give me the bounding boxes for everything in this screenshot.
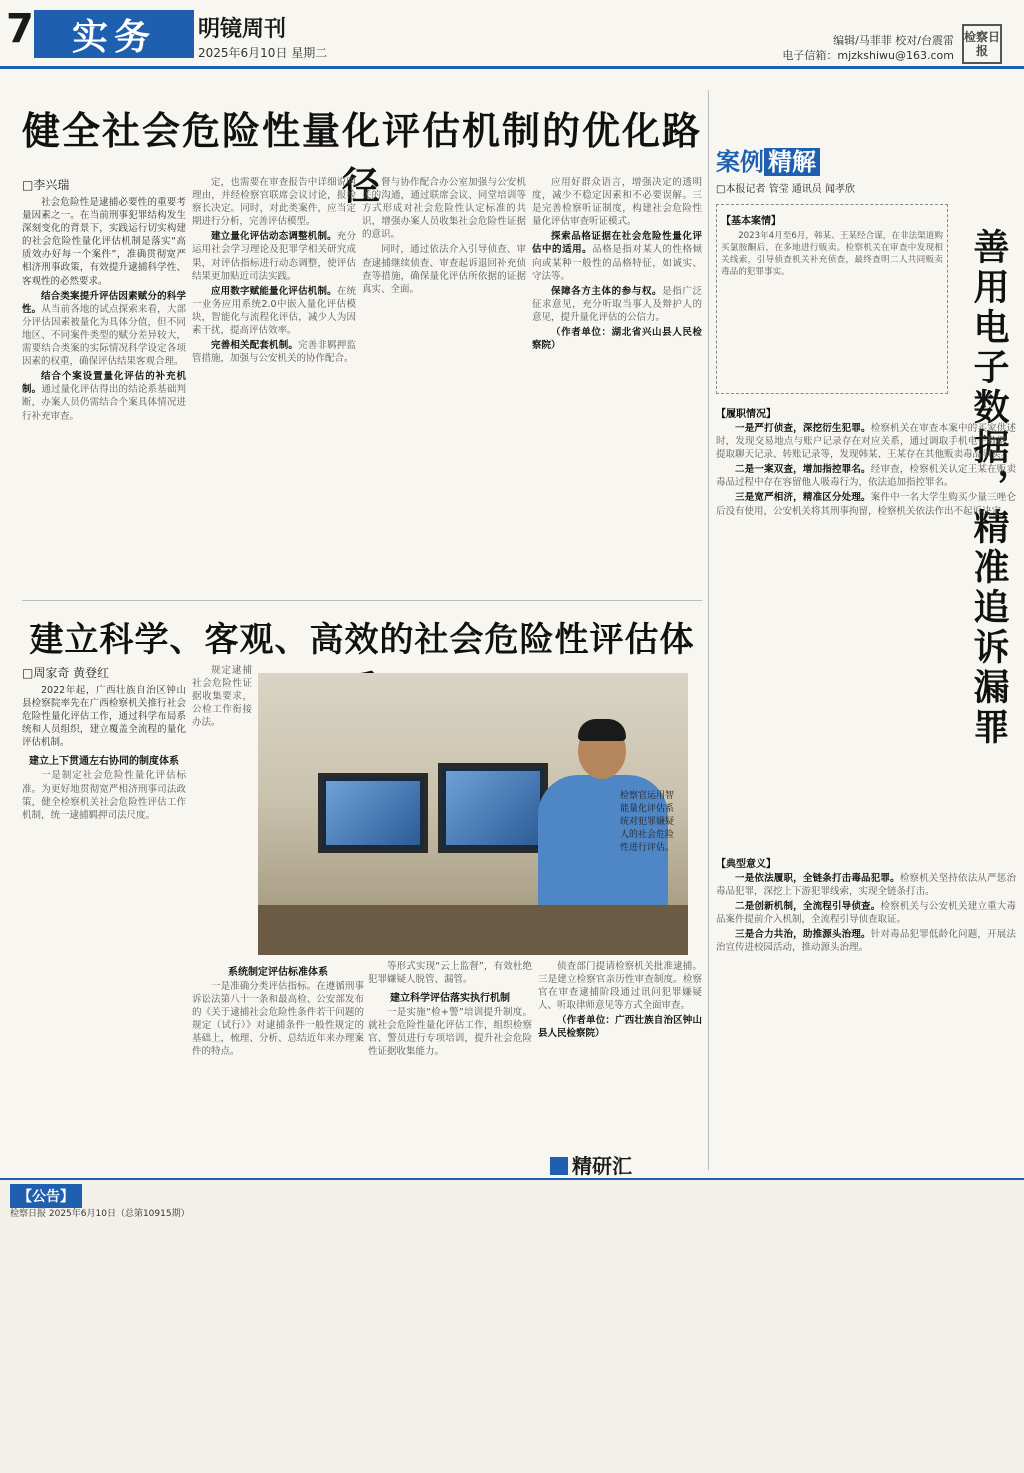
page-number: 7 (6, 6, 34, 52)
section-label: 实务 (34, 10, 194, 58)
article1-heading-4: 应用数字赋能量化评估机制。 (211, 285, 337, 297)
basic-facts-label: 【基本案情】 (721, 216, 781, 227)
performance-point-3: 三是宽严相济，精准区分处理。 (735, 492, 871, 504)
performance-point-1: 一是严打侦查，深挖衍生犯罪。 (735, 423, 871, 434)
article1-column-1: 社会危险性是逮捕必要性的重要考量因素之一。在当前刑事犯罪结构发生深刻变化的背景下，实践运行切实构建的社会危险性量化评估机制是落实“高质效办好每一个案件”，准确贯彻宽严相济刑事政策，有效提升逮捕科学性、客观性的必然要求。 结合类案提升评估因素赋分的科学性。从当前各地的试点探索来看，大部分评估因素被量化为具体分值，但不同地区、不同案件类型的赋分差异较大，需要结合类案的实际情况科学设定各项因素的权重，确保评估结果客观合理。 结合个案设置量化评估的补充机制。通过量化评估得出的结论系基础判断，办案人员仍需结合个案具体情况进行补充审查。 (22, 197, 186, 422)
article2-heading-2: 系统制定评估标准体系 (228, 967, 328, 978)
article2-heading-3: 建立科学评估落实执行机制 (390, 993, 510, 1005)
article1-heading-5: 完善相关配套机制。 (211, 340, 299, 352)
jingyanhui-text: 精研汇 (572, 1154, 632, 1178)
article1-heading-3: 建立量化评估动态调整机制。 (211, 231, 337, 243)
article2-column-2b: 系统制定评估标准体系 一是准确分类评估指标。在遵循刑事诉讼法第八十一条和最高检、公安部发布的《关于逮捕社会危险性条件若干问题的规定（试行）》对逮捕条件一般性规定的基础上，梳理、分析、总结近年来办理案件的特点。 (192, 960, 364, 1172)
monitor-right (438, 763, 548, 853)
article2-column-1: 2022年起，广西壮族自治区钟山县检察院率先在广西检察机关推行社会危险性量化评估工作，通过科学布局系统和人员组织，建立覆盖全流程的量化评估机制。 建立上下贯通左右协同的制度体系 一是制定社会危险性量化评估标准。为更好地贯彻宽严相济刑事司法政策，健全检察机关社会危险性评估工作机制，统一逮捕羁押司法尺度。 (22, 685, 186, 821)
typical-point-2: 二是创新机制，全流程引导侦查。 (735, 901, 881, 913)
monitor-left (318, 773, 428, 853)
header-rule (0, 66, 1024, 69)
article1-title: 健全社会危险性量化评估机制的优化路径 (22, 108, 703, 208)
article2-intro: 2022年起，广西壮族自治区钟山县检察院率先在广西检察机关推行社会危险性量化评估工作，通过科学布局系统和人员组织，建立覆盖全流程的量化评估机制。 (22, 685, 186, 749)
article2-title: 建立科学、客观、高效的社会危险性评估体 (29, 620, 695, 660)
article1-column-4: 应用好群众语言，增强决定的透明度，减少不稳定因素和不必要误解。三是完善检察听证制度，构建社会危险性量化评估审查听证模式。 探索品格证据在社会危险性量化评估中的适用。品格是指对某人的性格倾向或某种一般性的品格特征，如诚实、守法等。 保障各方主体的参与权。是指广泛征求意见，充分听取当事人及辩护人的意见，提升量化评估的公信力。 （作者单位：湖北省兴山县人民检察院） (532, 177, 702, 352)
typical-point-3: 三是合力共治，助推源头治理。 (735, 929, 871, 941)
photo-caption: 检察官运用智能量化评估系统对犯罪嫌疑人的社会危险性进行评估。 (620, 791, 675, 853)
notice-column-4 (388, 1224, 506, 1468)
article1-heading-6: 探索品格证据在社会危险性量化评估中的适用。 (532, 231, 702, 256)
article1-column-3: 督与协作配合办公室加强与公安机关的沟通，通过联席会议、同堂培训等方式形成对社会危险性认定标准的共识，增强办案人员收集社会危险性证据的意识。 同时，通过依法介入引导侦查、审查逮捕继续侦查、审查起诉退回补充侦查等措施，确保量化评估所依据的证据真实、全面。 (362, 177, 526, 295)
performance-point-2: 二是一案双查，增加指控罪名。 (735, 464, 871, 476)
editors-line: 编辑/马菲菲 校对/台震雷 (833, 34, 954, 47)
page-header (0, 0, 1024, 84)
case-byline: □本报记者 管莹 通讯员 闻孝欣 (716, 184, 855, 195)
case-performance-column: 【履职情况】 一是严打侦查，深挖衍生犯罪。检察机关在审查本案中的买家供述时，发现交易地点与账户记录存在对应关系，通过调取手机电子数据，提取聊天记录、转账记录等，发现韩某、王某存在其他贩卖毒品事实。 二是一案双查，增加指控罪名。经审查，检察机关认定王某在贩卖毒品过程中存在容留他人吸毒行为，依法追加指控罪名。 三是宽严相济，精准区分处理。案件中一名大学生购买少量三唑仑后没有使用，公安机关将其刑事拘留，检察机关依法作出不起诉决定。 (716, 402, 1016, 842)
case-tag-accent: 精解 (764, 148, 820, 176)
notice-column-8 (892, 1224, 1014, 1468)
desk (258, 905, 688, 955)
notice-column-7 (766, 1224, 884, 1468)
notice-column-5 (514, 1224, 632, 1468)
notice-column-6 (640, 1224, 758, 1468)
article2-column-4: 侦查部门提请检察机关批准逮捕。三是建立检察官亲历性审查制度。检察官在审查逮捕阶段通过讯问犯罪嫌疑人、听取律师意见等方式全面审查。 （作者单位：广西壮族自治区钟山县人民检察院） (538, 961, 702, 1040)
article1-author: □李兴瑞 (22, 178, 70, 192)
email-line: 电子信箱：mjzkshiwu@163.com (782, 49, 954, 62)
notice-subtitle: 检察日报 2025年6月10日（总第10915期） (10, 1209, 190, 1219)
notice-column-2 (136, 1224, 254, 1468)
article1-heading-2: 结合个案设置量化评估的补充机制。 (22, 371, 186, 396)
article1-heading-1: 结合类案提升评估因素赋分的科学性。 (22, 290, 186, 315)
performance-label: 【履职情况】 (716, 409, 776, 420)
column-divider (708, 90, 709, 1170)
case-significance-column: 【典型意义】 一是依法履职，全链条打击毒品犯罪。检察机关坚持依法从严惩治毒品犯罪，深挖上下游犯罪线索，实现全链条打击。 二是创新机制，全流程引导侦查。检察机关与公安机关建立重大毒品案件提前介入机制，全流程引导侦查取证。 三是合力共治，助推源头治理。针对毒品犯罪低龄化问题，开展法治宣传进校园活动，推动源头治理。 (716, 852, 1016, 1170)
paper-name: 明镜周刊 (198, 17, 287, 42)
article1-intro: 社会危险性是逮捕必要性的重要考量因素之一。在当前刑事犯罪结构发生深刻变化的背景下，实践运行切实构建的社会危险性量化评估机制是落实“高质效办好每一个案件”，准确贯彻宽严相济刑事政策，有效提升逮捕科学性、客观性的必然要求。 (22, 197, 186, 287)
jingyanhui-label (550, 1150, 632, 1179)
article1-column-2: 定，也需要在审查报告中详细说明理由，并经检察官联席会议讨论，报检察长决定。同时，对此类案件，应当定期进行分析，完善评估模型。 建立量化评估动态调整机制。充分运用社会学习理论及犯罪学相关研究成果，对评估指标进行动态调整，使评估结果更加贴近司法实践。 应用数字赋能量化评估机制。在统一业务应用系统2.0中嵌入量化评估模块，智能化与流程化评估，减少人为因素干扰，提高评估效率。 完善相关配套机制。完善非羁押监管措施，加强与公安机关的协作配合。 (192, 177, 356, 365)
newspaper-logo: 检察日报 (962, 24, 1002, 64)
article2-column-3: 等形式实现“云上监督”，有效杜绝犯罪嫌疑人脱管、漏管。 建立科学评估落实执行机制 一是实施“检+警”培训提升制度。就社会危险性量化评估工作，组织检察官、警员进行专项培训，提升社会危险性证据收集能力。 (368, 961, 532, 1058)
jingyanhui-mark-icon (550, 1157, 568, 1175)
article1-heading-7: 保障各方主体的参与权。 (551, 285, 663, 297)
article2-column-2a: 规定逮捕社会危险性证据收集要求，公检工作衔接办法。 (192, 665, 252, 729)
article2-heading-1: 建立上下贯通左右协同的制度体系 (29, 756, 179, 768)
typical-point-1: 一是依法履职，全链条打击毒品犯罪。 (735, 873, 900, 884)
article-divider (22, 600, 702, 601)
notice-column-1 (10, 1224, 128, 1468)
article2-author-unit: （作者单位：广西壮族自治区钟山县人民检察院） (538, 1015, 702, 1040)
case-tag-prefix: 案例 (716, 148, 764, 176)
article1-author-unit: （作者单位：湖北省兴山县人民检察院） (532, 327, 702, 352)
basic-facts-box (716, 204, 948, 394)
issue-date: 2025年6月10日 星期二 (198, 46, 328, 60)
article2-authors: □周家奇 黄登红 (22, 666, 110, 680)
notice-tag: 【公告】 (10, 1184, 82, 1208)
typical-label: 【典型意义】 (716, 859, 776, 870)
notice-column-3 (262, 1224, 380, 1468)
case-tag (716, 142, 820, 177)
case-vertical-title: 善用电子数据，精准追诉漏罪 (968, 228, 1010, 748)
basic-facts-text: 2023年4月至6月，韩某、王某经合谋，在非法渠道购买氯胺酮后，在多地进行贩卖。检察机关在审查中发现相关线索，引导侦查机关补充侦查，最终查明二人共同贩卖毒品的犯罪事实。 (721, 231, 943, 277)
